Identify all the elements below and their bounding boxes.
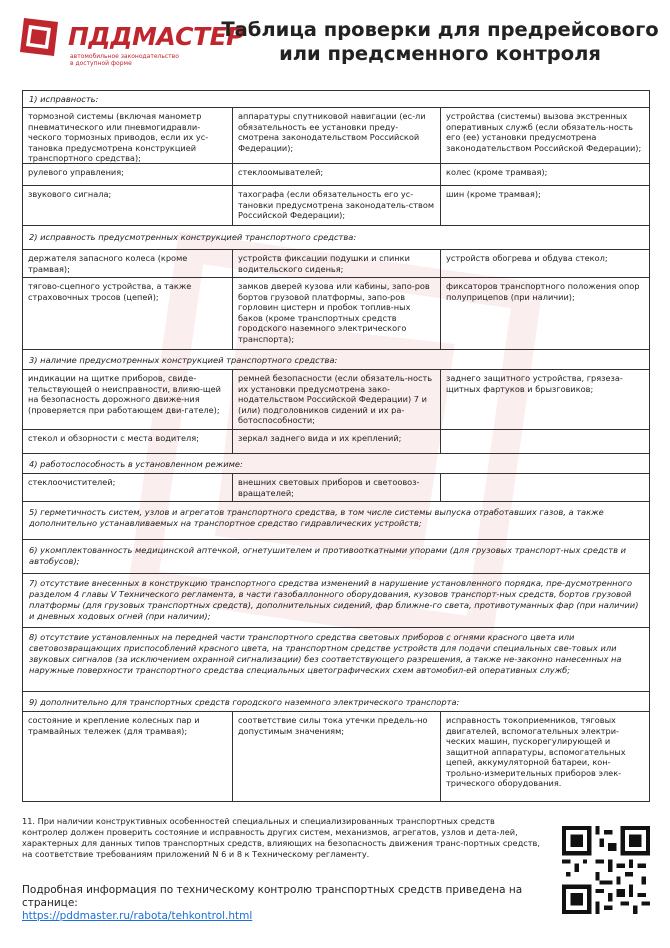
table-cell: устройств фиксации подушки и спинки водительского сиденья; <box>233 250 441 277</box>
page-header <box>18 12 659 82</box>
table-row <box>23 163 649 185</box>
table-cell: тахографа (если обязательность его ус-тановки предусмотрена законодатель-ством Российской Федерации); <box>233 186 441 225</box>
table-cell: стекол и обзорности с места водителя; <box>23 430 233 453</box>
table-cell: звукового сигнала; <box>23 186 233 225</box>
table-cell: индикации на щитке приборов, свиде-тельствующей о неисправности, влияю-щей на безопасность дорожного движе-ния (проверяется при работающем дви-гателе); <box>23 370 233 429</box>
table-cell: устройств обогрева и обдува стекол; <box>446 253 608 263</box>
table-row <box>23 277 649 349</box>
qr-code-icon <box>562 826 650 914</box>
section-8: 8) отсутствие установленных на передней части транспортного средства световых приборов с огнями красного цвета или световозвращающих приспособлений красного цвета, на транспортном средстве устройств для подачи специальных све-товых или звуковых сигналов (за исключением охранной сигнализации) без соответствующего разрешения, а также не-законно нанесенных на наружные поверхности транспортного средства специальных цветографических схем автомобил-ей оперативных служб; <box>23 627 649 691</box>
table-cell: соответствие силы тока утечки предель-но допустимым значениям; <box>233 712 441 801</box>
table-cell: стеклоомывателей; <box>233 164 441 185</box>
table-cell: устройства (системы) вызова экстренных оперативных служб (если обязатель-ность его (ее) установки предусмотрена законодательством Российской Федерации); <box>446 111 642 153</box>
table-cell: тягово-сцепного устройства, а также страховочных тросов (цепей); <box>23 278 233 349</box>
title-line-1: Таблица проверки для предрейсового <box>221 18 659 41</box>
more-info-text: Подробная информация по техническому контролю транспортных средств приведена на странице: <box>22 884 523 909</box>
page-title <box>220 18 660 66</box>
table-row <box>23 185 649 225</box>
section-3-title: 3) наличие предусмотренных конструкцией транспортного средства: <box>23 349 649 369</box>
section-7: 7) отсутствие внесенных в конструкцию транспортного средства изменений в нарушение установленного порядка, пре-дусмотренного разделом 4 главы V Технического регламента, в части газобаллонного оборудования, кузовов транспорт-ных средств, бортов грузовой платформы (для грузовых транспортных средств), дополнительных сидений, фар ближне-го света, противотуманных фар (при наличии) и дневных ходовых огней (при наличии); <box>23 573 649 627</box>
table-cell: состояние и крепление колесных пар и трамвайных тележек (для трамвая); <box>23 712 233 801</box>
table-cell: заднего защитного устройства, грязеза-щитных фартуков и брызговиков; <box>446 373 623 394</box>
section-1-title: 1) исправность: <box>29 94 99 104</box>
footer-note: 11. При наличии конструктивных особенностей специальных и специализированных транспортных средств контролер должен проверить состояние и исправность других систем, механизмов, агрегатов, узлов и дета-лей, характерных для данных типов транспортных средств, влияющих на безопасность движения транс-портных средств, на соответствие требованиям приложений N 6 и 8 к Техническому регламенту. <box>22 816 540 859</box>
table-row <box>23 429 649 453</box>
table-cell: фиксаторов транспортного положения опор полуприцепов (при наличии); <box>446 281 640 302</box>
logo-emblem-icon <box>18 14 62 60</box>
table-cell: тормозной системы (включая манометр пневматического или пневмогидравли-ческого тормозных приводов, если их ус-тановка предусмотрена конструкцией транспортного средства); <box>23 108 233 163</box>
section-6: 6) укомплектованность медицинской аптечкой, огнетушителем и противооткатными упорами (для грузовых транспорт-ных средств и автобусов); <box>23 539 649 573</box>
table-cell: ремней безопасности (если обязатель-ность их установки предусмотрена зако-нодательством Российской Федерации) 7 и (или) подголовников сидений и их ра-ботоспособности; <box>233 370 441 429</box>
brand-logo[interactable] <box>18 12 244 74</box>
table-cell <box>441 430 649 453</box>
table-row <box>23 711 649 801</box>
table-row <box>23 107 649 163</box>
table-cell: шин (кроме трамвая); <box>446 189 541 199</box>
table-cell: замков дверей кузова или кабины, запо-ров бортов грузовой платформы, запо-ров горловин цистерн и пробок топлив-ных баков (кроме транспортных средств городского наземного электрического транспорта); <box>233 278 441 349</box>
table-cell: аппаратуры спутниковой навигации (ес-ли обязательность ее установки преду-смотрена законодательством Российской Федерации); <box>233 108 441 163</box>
more-info <box>22 884 552 923</box>
section-5: 5) герметичность систем, узлов и агрегатов транспортного средства, в том числе системы выпуска отработавших газов, а также дополнительно устанавливаемых на транспортное средство гидравлических устройств; <box>23 501 649 539</box>
table-cell: колес (кроме трамвая); <box>446 167 548 177</box>
section-9-title: 9) дополнительно для транспортных средств городского наземного электрического транспорта: <box>23 691 649 711</box>
table-cell: исправность токоприемников, тяговых двигателей, вспомогательных электри-ческих машин, пускорегулирующей и защитной аппаратуры, вспомогательных цепей, аккумуляторной батареи, кон-трольно-измерительных приборов элек-трического оборудования. <box>446 715 626 788</box>
table-cell: держателя запасного колеса (кроме трамвая); <box>23 250 233 277</box>
table-cell <box>441 474 649 501</box>
table-cell: внешних световых приборов и светоовоз-вращателей; <box>233 474 441 501</box>
title-line-2: или предсменного контроля <box>279 42 601 65</box>
section-4-title: 4) работоспособность в установленном режиме: <box>23 453 649 473</box>
table-cell: стеклоочистителей; <box>23 474 233 501</box>
table-row <box>23 249 649 277</box>
table-cell: зеркал заднего вида и их креплений; <box>233 430 441 453</box>
checklist-table <box>22 90 650 802</box>
logo-name: ПДДМАСТЕР <box>68 22 244 51</box>
section-2-title: 2) исправность предусмотренных конструкцией транспортного средства: <box>23 225 649 249</box>
logo-tagline: автомобильное законодательство в доступной форме <box>70 53 179 67</box>
tehkontrol-link[interactable]: https://pddmaster.ru/rabota/tehkontrol.html <box>22 910 253 922</box>
table-row <box>23 369 649 429</box>
table-cell: рулевого управления; <box>23 164 233 185</box>
table-row <box>23 473 649 501</box>
